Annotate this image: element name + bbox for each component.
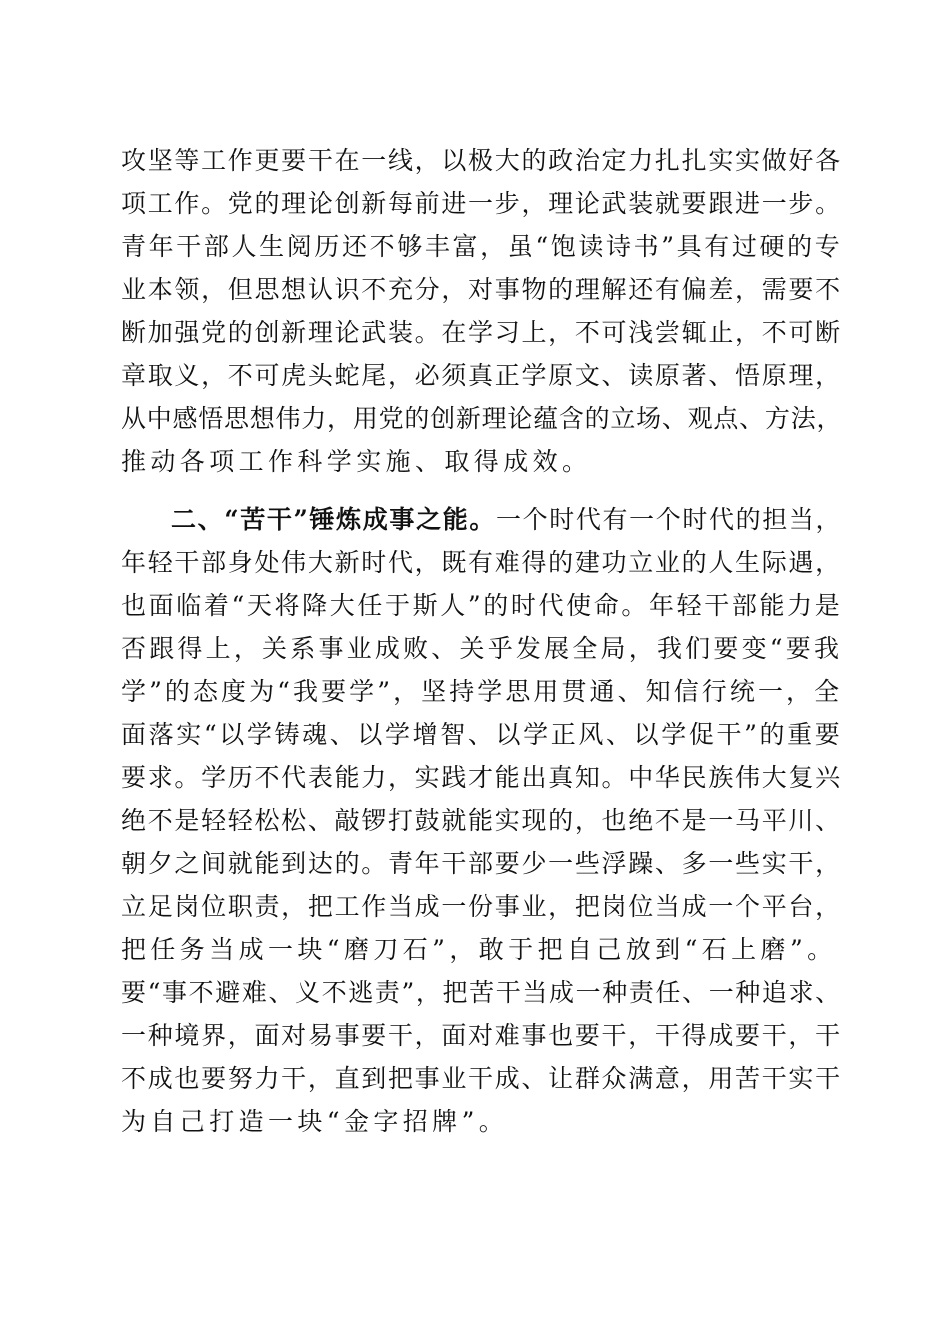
text-line: 青年干部人生阅历还不够丰富，虽“饱读诗书”具有过硬的专 xyxy=(121,232,843,261)
text-line: 把任务当成一块“磨刀石”，敢于把自己放到“石上磨”。 xyxy=(121,935,837,964)
text-line: 年轻干部身处伟大新时代，既有难得的建功立业的人生际遇， xyxy=(121,548,842,577)
text-line: 也面临着“天将降大任于斯人”的时代使命。年轻干部能力是 xyxy=(121,591,843,620)
text-line: 项工作。党的理论创新每前进一步，理论武装就要跟进一步。 xyxy=(121,189,842,218)
text-line: 否跟得上，关系事业成败、关乎发展全局，我们要变“要我 xyxy=(121,634,843,663)
text-line: 一种境界，面对易事要干，面对难事也要干，干得成要干，干 xyxy=(121,1021,842,1050)
text-line: 推动各项工作科学实施、取得成效。 xyxy=(121,447,592,476)
paragraph-first-line xyxy=(171,500,842,540)
heading-continuation: 一个时代有一个时代的担当， xyxy=(495,505,843,534)
text-line: 要求。学历不代表能力，实践才能出真知。中华民族伟大复兴 xyxy=(121,763,842,792)
text-line: 立足岗位职责，把工作当成一份事业，把岗位当成一个平台， xyxy=(121,892,842,921)
section-heading: 二、“苦干”锤炼成事之能。 xyxy=(171,505,496,534)
text-line: 面落实“以学铸魂、以学增智、以学正风、以学促干”的重要 xyxy=(121,720,843,749)
text-line: 为自己打造一块“金字招牌”。 xyxy=(121,1107,509,1136)
text-line: 断加强党的创新理论武装。在学习上，不可浅尝辄止，不可断 xyxy=(121,318,842,347)
text-line: 从中感悟思想伟力，用党的创新理论蕴含的立场、观点、方法， xyxy=(121,404,843,433)
text-line: 绝不是轻轻松松、敲锣打鼓就能实现的，也绝不是一马平川、 xyxy=(121,806,842,835)
text-line: 攻坚等工作更要干在一线，以极大的政治定力扎扎实实做好各 xyxy=(121,146,842,175)
text-line: 学”的态度为“我要学”，坚持学思用贯通、知信行统一，全 xyxy=(121,677,843,706)
text-line: 朝夕之间就能到达的。青年干部要少一些浮躁、多一些实干， xyxy=(121,849,842,878)
text-line: 章取义，不可虎头蛇尾，必须真正学原文、读原著、悟原理， xyxy=(121,361,842,390)
text-line: 不成也要努力干，直到把事业干成、让群众满意，用苦干实干 xyxy=(121,1064,842,1093)
text-line: 业本领，但思想认识不充分，对事物的理解还有偏差，需要不 xyxy=(121,275,842,304)
text-line: 要“事不避难、义不逃责”，把苦干当成一种责任、一种追求、 xyxy=(121,978,842,1007)
